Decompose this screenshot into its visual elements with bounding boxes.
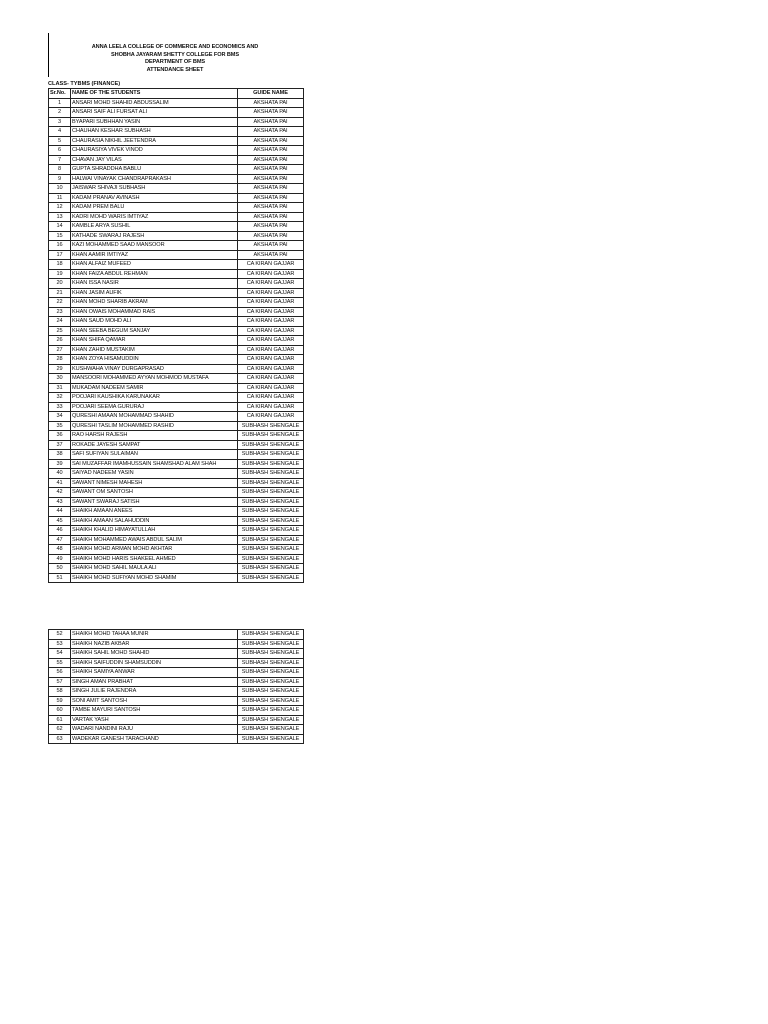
table-row (49, 734, 304, 744)
row-sr-no: 48 (49, 545, 71, 555)
row-student-name: POOJARI KAUSHIKA KARUNAKAR (71, 393, 238, 403)
row-sr-no: 57 (49, 677, 71, 687)
row-guide-name: SUBHASH SHENGALE (238, 668, 304, 678)
row-sr-no: 9 (49, 174, 71, 184)
table-row (49, 212, 304, 222)
row-guide-name: AKSHATA PAI (238, 127, 304, 137)
row-sr-no: 45 (49, 516, 71, 526)
table-row (49, 336, 304, 346)
row-guide-name: SUBHASH SHENGALE (238, 478, 304, 488)
row-student-name: SHAIKH AMAAN ANEES (71, 507, 238, 517)
row-guide-name: CA KIRAN GAJJAR (238, 355, 304, 365)
row-student-name: KADRI MOHD WARIS IMTIYAZ (71, 212, 238, 222)
row-guide-name: AKSHATA PAI (238, 174, 304, 184)
row-student-name: SAI MUZAFFAR IMAMHUSSAIN SHAMSHAD ALAM SHAH (71, 459, 238, 469)
row-sr-no: 22 (49, 298, 71, 308)
row-guide-name: CA KIRAN GAJJAR (238, 383, 304, 393)
row-sr-no: 50 (49, 564, 71, 574)
row-sr-no: 29 (49, 364, 71, 374)
table-row (49, 440, 304, 450)
row-guide-name: SUBHASH SHENGALE (238, 516, 304, 526)
table-row (49, 260, 304, 270)
table-row (49, 98, 304, 108)
row-sr-no: 20 (49, 279, 71, 289)
table-row (49, 412, 304, 422)
table-row (49, 345, 304, 355)
row-student-name: GUPTA SHRADDHA BABLU (71, 165, 238, 175)
row-guide-name: CA KIRAN GAJJAR (238, 364, 304, 374)
class-label: CLASS- TYBMS (FINANCE) (48, 81, 121, 87)
row-student-name: SAWANT OM SANTOSH (71, 488, 238, 498)
row-sr-no: 28 (49, 355, 71, 365)
row-student-name: SINGH AMAN PRABHAT (71, 677, 238, 687)
row-student-name: KAMBLE ARYA SUSHIL (71, 222, 238, 232)
row-sr-no: 44 (49, 507, 71, 517)
row-guide-name: CA KIRAN GAJJAR (238, 260, 304, 270)
table-row (49, 231, 304, 241)
row-guide-name: SUBHASH SHENGALE (238, 734, 304, 744)
row-sr-no: 10 (49, 184, 71, 194)
row-sr-no: 41 (49, 478, 71, 488)
row-sr-no: 15 (49, 231, 71, 241)
row-sr-no: 17 (49, 250, 71, 260)
table-row (49, 193, 304, 203)
row-sr-no: 19 (49, 269, 71, 279)
row-sr-no: 24 (49, 317, 71, 327)
row-guide-name: AKSHATA PAI (238, 155, 304, 165)
row-sr-no: 52 (49, 630, 71, 640)
row-guide-name: SUBHASH SHENGALE (238, 639, 304, 649)
table-row (49, 497, 304, 507)
table-row (49, 507, 304, 517)
row-guide-name: CA KIRAN GAJJAR (238, 393, 304, 403)
table-row (49, 658, 304, 668)
row-guide-name: AKSHATA PAI (238, 146, 304, 156)
table-row (49, 117, 304, 127)
row-sr-no: 34 (49, 412, 71, 422)
table-row (49, 706, 304, 716)
row-guide-name: SUBHASH SHENGALE (238, 687, 304, 697)
row-student-name: BYAPARI SUBHHAN YASIN (71, 117, 238, 127)
row-guide-name: SUBHASH SHENGALE (238, 658, 304, 668)
table-row (49, 136, 304, 146)
row-sr-no: 60 (49, 706, 71, 716)
col-header-guide: GUIDE NAME (238, 89, 304, 99)
row-sr-no: 14 (49, 222, 71, 232)
row-guide-name: AKSHATA PAI (238, 231, 304, 241)
row-student-name: RAO HARSH RAJESH (71, 431, 238, 441)
table-row (49, 155, 304, 165)
table-row (49, 630, 304, 640)
row-guide-name: SUBHASH SHENGALE (238, 488, 304, 498)
table-row (49, 317, 304, 327)
table-row (49, 545, 304, 555)
row-guide-name: CA KIRAN GAJJAR (238, 345, 304, 355)
row-student-name: KUSHWAHA VINAY DURGAPRASAD (71, 364, 238, 374)
row-student-name: VARTAK YASH (71, 715, 238, 725)
row-sr-no: 36 (49, 431, 71, 441)
row-guide-name: SUBHASH SHENGALE (238, 725, 304, 735)
row-guide-name: AKSHATA PAI (238, 222, 304, 232)
row-student-name: KADAM PRANAV AVINASH (71, 193, 238, 203)
table-row (49, 364, 304, 374)
row-student-name: SHAIKH MOHD HARIS SHAKEEL AHMED (71, 554, 238, 564)
row-guide-name: SUBHASH SHENGALE (238, 526, 304, 536)
row-guide-name: SUBHASH SHENGALE (238, 535, 304, 545)
row-sr-no: 27 (49, 345, 71, 355)
row-guide-name: SUBHASH SHENGALE (238, 421, 304, 431)
row-sr-no: 47 (49, 535, 71, 545)
row-student-name: CHAURASIA NIKHIL JEETENDRA (71, 136, 238, 146)
row-student-name: TAMBE MAYURI SANTOSH (71, 706, 238, 716)
row-sr-no: 13 (49, 212, 71, 222)
table-row (49, 421, 304, 431)
row-guide-name: SUBHASH SHENGALE (238, 507, 304, 517)
row-sr-no: 1 (49, 98, 71, 108)
row-sr-no: 21 (49, 288, 71, 298)
row-sr-no: 23 (49, 307, 71, 317)
col-header-name: NAME OF THE STUDENTS (71, 89, 238, 99)
row-student-name: JAISWAR SHIVAJI SUBHASH (71, 184, 238, 194)
row-sr-no: 58 (49, 687, 71, 697)
table-row (49, 573, 304, 583)
table-row (49, 639, 304, 649)
row-student-name: SHAIKH AMAAN SALAHUDDIN (71, 516, 238, 526)
table-row (49, 431, 304, 441)
row-sr-no: 55 (49, 658, 71, 668)
row-sr-no: 2 (49, 108, 71, 118)
row-guide-name: SUBHASH SHENGALE (238, 554, 304, 564)
row-guide-name: SUBHASH SHENGALE (238, 497, 304, 507)
row-sr-no: 26 (49, 336, 71, 346)
row-guide-name: SUBHASH SHENGALE (238, 696, 304, 706)
row-sr-no: 39 (49, 459, 71, 469)
row-guide-name: AKSHATA PAI (238, 165, 304, 175)
sheet-header (48, 44, 302, 74)
row-guide-name: SUBHASH SHENGALE (238, 706, 304, 716)
table-row (49, 355, 304, 365)
row-sr-no: 49 (49, 554, 71, 564)
row-sr-no: 3 (49, 117, 71, 127)
row-guide-name: AKSHATA PAI (238, 193, 304, 203)
row-student-name: MUKADAM NADEEM SAMIR (71, 383, 238, 393)
row-guide-name: AKSHATA PAI (238, 250, 304, 260)
table-row (49, 668, 304, 678)
row-student-name: ANSARI SAIF ALI FURSAT ALI (71, 108, 238, 118)
row-student-name: QURESHI AMAAN MOHAMMAD SHAHID (71, 412, 238, 422)
row-sr-no: 32 (49, 393, 71, 403)
row-guide-name: SUBHASH SHENGALE (238, 469, 304, 479)
row-guide-name: SUBHASH SHENGALE (238, 459, 304, 469)
row-student-name: SHAIKH SAIFUDDIN SHAMSUDDIN (71, 658, 238, 668)
row-sr-no: 42 (49, 488, 71, 498)
row-student-name: KHAN SHIFA QAMAR (71, 336, 238, 346)
row-student-name: CHAUHAN KESHAR SUBHASH (71, 127, 238, 137)
row-guide-name: SUBHASH SHENGALE (238, 564, 304, 574)
row-student-name: QURESHI TASLIM MOHAMMED RASHID (71, 421, 238, 431)
row-guide-name: AKSHATA PAI (238, 212, 304, 222)
table-row (49, 222, 304, 232)
row-student-name: KHAN MOHD SHARIB AKRAM (71, 298, 238, 308)
row-sr-no: 4 (49, 127, 71, 137)
row-sr-no: 16 (49, 241, 71, 251)
row-sr-no: 30 (49, 374, 71, 384)
row-sr-no: 43 (49, 497, 71, 507)
row-sr-no: 12 (49, 203, 71, 213)
row-student-name: SHAIKH MOHD TAHAA MUNIR (71, 630, 238, 640)
row-guide-name: CA KIRAN GAJJAR (238, 298, 304, 308)
row-student-name: KHAN ALFAIZ MUFEED (71, 260, 238, 270)
row-student-name: SHAIKH MOHD SUFIYAN MOHD SHAMIM (71, 573, 238, 583)
row-guide-name: CA KIRAN GAJJAR (238, 336, 304, 346)
row-guide-name: CA KIRAN GAJJAR (238, 288, 304, 298)
row-student-name: SHAIKH SAMIYA ANWAR (71, 668, 238, 678)
table-row (49, 241, 304, 251)
row-student-name: CHAURASIYA VIVEK VINOD (71, 146, 238, 156)
row-student-name: SONI AMIT SANTOSH (71, 696, 238, 706)
row-guide-name: SUBHASH SHENGALE (238, 440, 304, 450)
row-student-name: SHAIKH NAZIB AKBAR (71, 639, 238, 649)
row-student-name: SHAIKH MOHD ARMAN MOHD AKHTAR (71, 545, 238, 555)
row-student-name: KHAN ZAHID MUSTAKIM (71, 345, 238, 355)
row-student-name: KHAN SAUD MOHD ALI (71, 317, 238, 327)
row-student-name: KHAN ISSA NASIR (71, 279, 238, 289)
table-row (49, 203, 304, 213)
row-student-name: SINGH JULIE RAJENDRA (71, 687, 238, 697)
table-row (49, 250, 304, 260)
row-student-name: KHAN SEEBA BEGUM SANJAY (71, 326, 238, 336)
row-sr-no: 8 (49, 165, 71, 175)
row-sr-no: 7 (49, 155, 71, 165)
row-guide-name: SUBHASH SHENGALE (238, 649, 304, 659)
row-guide-name: SUBHASH SHENGALE (238, 431, 304, 441)
row-student-name: WADEKAR GANESH TARACHAND (71, 734, 238, 744)
row-guide-name: AKSHATA PAI (238, 184, 304, 194)
row-student-name: KHAN ZOYA HISAMUDDIN (71, 355, 238, 365)
row-guide-name: AKSHATA PAI (238, 136, 304, 146)
table-row (49, 108, 304, 118)
row-sr-no: 51 (49, 573, 71, 583)
row-sr-no: 31 (49, 383, 71, 393)
table-row (49, 165, 304, 175)
row-guide-name: AKSHATA PAI (238, 108, 304, 118)
college-name-line1: ANNA LEELA COLLEGE OF COMMERCE AND ECONOMICS AND (91, 44, 259, 50)
row-student-name: KHAN AAMIR IMTIYAZ (71, 250, 238, 260)
row-student-name: ROKADE JAYESH SAMPAT (71, 440, 238, 450)
row-sr-no: 59 (49, 696, 71, 706)
row-student-name: KATHADE SWARAJ RAJESH (71, 231, 238, 241)
row-guide-name: CA KIRAN GAJJAR (238, 326, 304, 336)
row-sr-no: 37 (49, 440, 71, 450)
row-sr-no: 63 (49, 734, 71, 744)
row-sr-no: 11 (49, 193, 71, 203)
table-row (49, 677, 304, 687)
row-guide-name: CA KIRAN GAJJAR (238, 374, 304, 384)
table-row (49, 469, 304, 479)
row-student-name: SHAIKH MOHAMMED AWAIS ABDUL SALIM (71, 535, 238, 545)
row-student-name: POOJARI SEEMA GURURAJ (71, 402, 238, 412)
table-row (49, 402, 304, 412)
col-header-sr: Sr.No. (49, 89, 71, 99)
row-guide-name: SUBHASH SHENGALE (238, 677, 304, 687)
row-guide-name: SUBHASH SHENGALE (238, 573, 304, 583)
row-sr-no: 53 (49, 639, 71, 649)
row-sr-no: 61 (49, 715, 71, 725)
row-guide-name: SUBHASH SHENGALE (238, 630, 304, 640)
college-name-line2: SHOBHA JAYARAM SHETTY COLLEGE FOR BMS (111, 51, 239, 58)
row-guide-name: SUBHASH SHENGALE (238, 715, 304, 725)
row-student-name: SHAIKH KHALID HIMAYATULLAH (71, 526, 238, 536)
table-row (49, 459, 304, 469)
row-guide-name: AKSHATA PAI (238, 241, 304, 251)
table-row (49, 725, 304, 735)
row-student-name: KHAN JASIM AUFIK (71, 288, 238, 298)
table-row (49, 715, 304, 725)
row-student-name: SAIYAD NADEEM YASIN (71, 469, 238, 479)
row-sr-no: 62 (49, 725, 71, 735)
row-sr-no: 38 (49, 450, 71, 460)
table-row (49, 687, 304, 697)
row-guide-name: CA KIRAN GAJJAR (238, 269, 304, 279)
row-guide-name: AKSHATA PAI (238, 203, 304, 213)
row-student-name: MANSOORI MOHAMMED AYYAN MOHMOD MUSTAFA (71, 374, 238, 384)
row-student-name: SAFI SUFIYAN SULAIMAN (71, 450, 238, 460)
row-student-name: WADARI NANDINI RAJU (71, 725, 238, 735)
row-student-name: SAWANT SWARAJ SATISH (71, 497, 238, 507)
row-student-name: KHAN OWAIS MOHAMMAD RAIS (71, 307, 238, 317)
table-row (49, 526, 304, 536)
table-row (49, 184, 304, 194)
department-name: DEPARTMENT OF BMS (144, 59, 206, 66)
table-row (49, 488, 304, 498)
row-sr-no: 40 (49, 469, 71, 479)
row-guide-name: CA KIRAN GAJJAR (238, 412, 304, 422)
row-guide-name: CA KIRAN GAJJAR (238, 279, 304, 289)
sheet-title: ATTENDANCE SHEET (146, 66, 204, 73)
table-row (49, 374, 304, 384)
table-row (49, 649, 304, 659)
table-row (49, 393, 304, 403)
row-sr-no: 18 (49, 260, 71, 270)
table-row (49, 383, 304, 393)
table-row (49, 696, 304, 706)
table-row (49, 146, 304, 156)
row-guide-name: AKSHATA PAI (238, 117, 304, 127)
row-student-name: CHAVAN JAY VILAS (71, 155, 238, 165)
row-sr-no: 25 (49, 326, 71, 336)
table-row (49, 516, 304, 526)
row-student-name: HALWAI VINAYAK CHANDRAPRAKASH (71, 174, 238, 184)
table-row (49, 535, 304, 545)
row-sr-no: 6 (49, 146, 71, 156)
table-row (49, 288, 304, 298)
table-row (49, 307, 304, 317)
row-sr-no: 54 (49, 649, 71, 659)
table-row (49, 269, 304, 279)
table-row (49, 127, 304, 137)
table-header-row (49, 89, 304, 99)
table-row (49, 326, 304, 336)
table-row (49, 478, 304, 488)
table-row (49, 554, 304, 564)
row-sr-no: 35 (49, 421, 71, 431)
row-guide-name: AKSHATA PAI (238, 98, 304, 108)
table-row (49, 298, 304, 308)
row-sr-no: 33 (49, 402, 71, 412)
row-student-name: SAWANT NIMESH MAHESH (71, 478, 238, 488)
table-row (49, 279, 304, 289)
row-sr-no: 5 (49, 136, 71, 146)
attendance-table-1 (48, 88, 304, 583)
row-student-name: SHAIKH SAHIL MOHD SHAHID (71, 649, 238, 659)
row-guide-name: SUBHASH SHENGALE (238, 545, 304, 555)
table-row (49, 564, 304, 574)
row-student-name: SHAIKH MOHD SAHIL MAULA ALI (71, 564, 238, 574)
row-sr-no: 56 (49, 668, 71, 678)
table-row (49, 450, 304, 460)
attendance-table-2 (48, 629, 304, 744)
row-guide-name: CA KIRAN GAJJAR (238, 317, 304, 327)
row-sr-no: 46 (49, 526, 71, 536)
row-student-name: ANSARI MOHD SHAHID ABDUSSALIM (71, 98, 238, 108)
table-row (49, 174, 304, 184)
row-guide-name: SUBHASH SHENGALE (238, 450, 304, 460)
row-student-name: KAZI MOHAMMED SAAD MANSOOR (71, 241, 238, 251)
row-student-name: KHAN FAIZA ABDUL REHMAN (71, 269, 238, 279)
row-guide-name: CA KIRAN GAJJAR (238, 402, 304, 412)
row-guide-name: CA KIRAN GAJJAR (238, 307, 304, 317)
row-student-name: KADAM PREM BALU (71, 203, 238, 213)
